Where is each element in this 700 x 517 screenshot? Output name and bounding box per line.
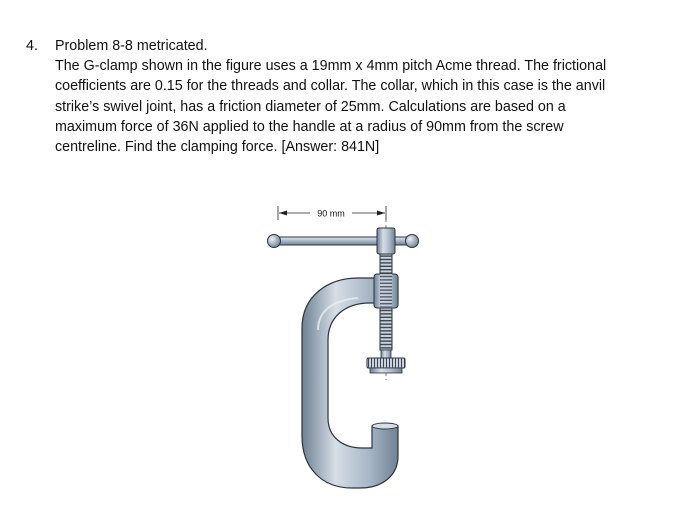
problem-line-3: strike’s swivel joint, has a friction diameter of 25mm. Calculations are based on a — [55, 98, 566, 115]
dimension-marker — [278, 206, 386, 220]
problem-title: Problem 8-8 metricated. — [55, 38, 208, 54]
problem-line-4: maximum force of 36N applied to the handle at a radius of 90mm from the screw — [55, 118, 564, 135]
g-clamp-figure — [262, 200, 432, 500]
screw-head — [377, 228, 395, 254]
problem-line-1: The G-clamp shown in the figure uses a 19mm x 4mm pitch Acme thread. The frictional — [55, 58, 607, 75]
problem-statement — [26, 36, 686, 157]
anvil-face — [372, 423, 398, 429]
g-clamp-drawing — [262, 200, 432, 500]
handle-bar — [268, 235, 419, 248]
problem-number: 4. — [26, 38, 38, 54]
problem-body — [55, 36, 686, 157]
problem-line-5: centreline. Find the clamping force. [Answer: 841N] — [55, 139, 380, 156]
problem-line-2: coefficients are 0.15 for the threads and collar. The collar, which in this case is the anvil — [55, 78, 606, 95]
swivel-pad — [367, 350, 405, 373]
dimension-label: 90 mm — [317, 208, 345, 219]
